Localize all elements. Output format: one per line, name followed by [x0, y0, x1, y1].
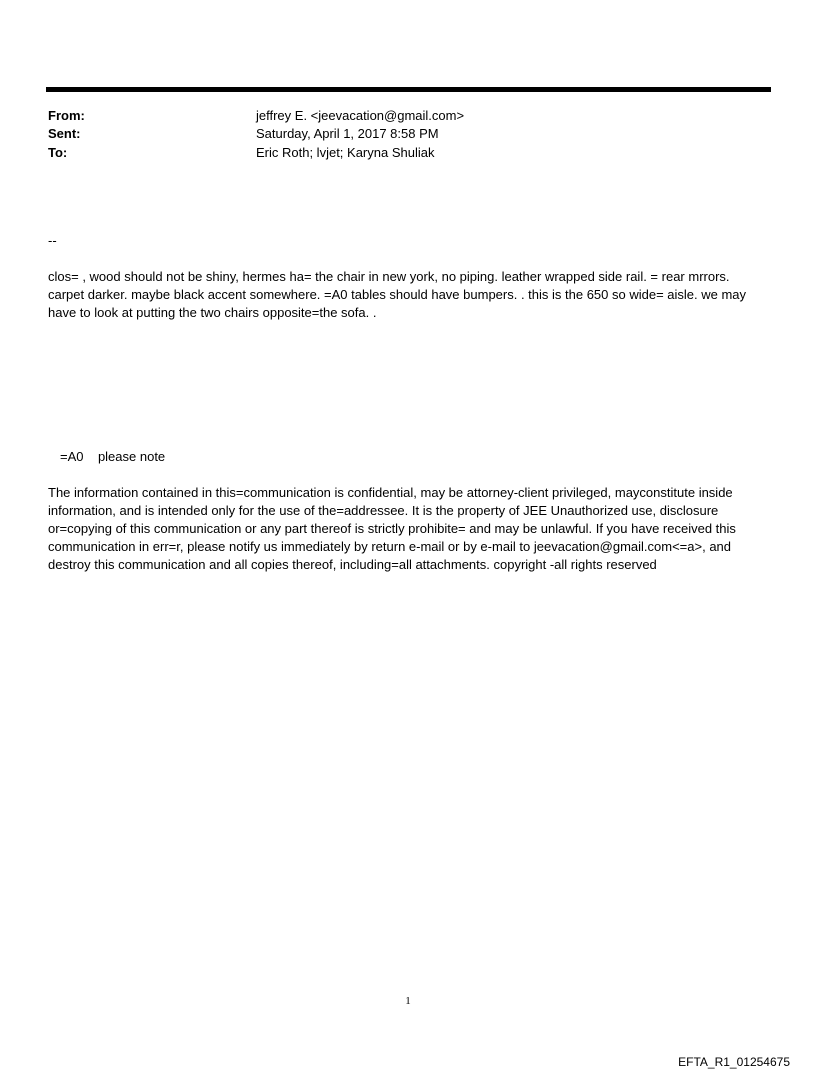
from-label: From: — [48, 108, 85, 123]
to-value: Eric Roth; lvjet; Karyna Shuliak — [256, 145, 435, 160]
document-id: EFTA_R1_01254675 — [678, 1055, 790, 1069]
page-number: 1 — [405, 995, 411, 1007]
to-label: To: — [48, 145, 68, 160]
sent-value: Saturday, April 1, 2017 8:58 PM — [256, 126, 439, 141]
note-line: =A0 please note — [60, 449, 166, 464]
confidentiality-disclaimer: The information contained in this=communication is confidential, may be attorney-client privileged, mayconstitute inside information, and is intended only for the use of the=addressee. It is the property of JEE Unauthorized use, disclosure or=copying of this communication or any part thereof is strictly prohibite= and may be unlawful. If you have received this communication in err=r, please notify us immediately by return e-mail or by e-mail to jeevacation@gmail.com<=a>, and destroy this communication and all copies thereof, including=all attachments. copyright -all rights reserved — [48, 485, 736, 572]
signature-separator: -- — [48, 233, 57, 248]
from-value: jeffrey E. <jeevacation@gmail.com> — [256, 108, 465, 123]
sent-label: Sent: — [48, 126, 81, 141]
header-divider — [46, 87, 771, 92]
email-body: clos= , wood should not be shiny, hermes ha= the chair in new york, no piping. leather wrapped side rail. = rear mrrors. carpet darker. maybe black accent somewhere. =A0 tables should have bumpers. . this is the 650 so wide= aisle. we may have to look at putting the two chairs opposite=the sofa. . — [48, 269, 747, 320]
